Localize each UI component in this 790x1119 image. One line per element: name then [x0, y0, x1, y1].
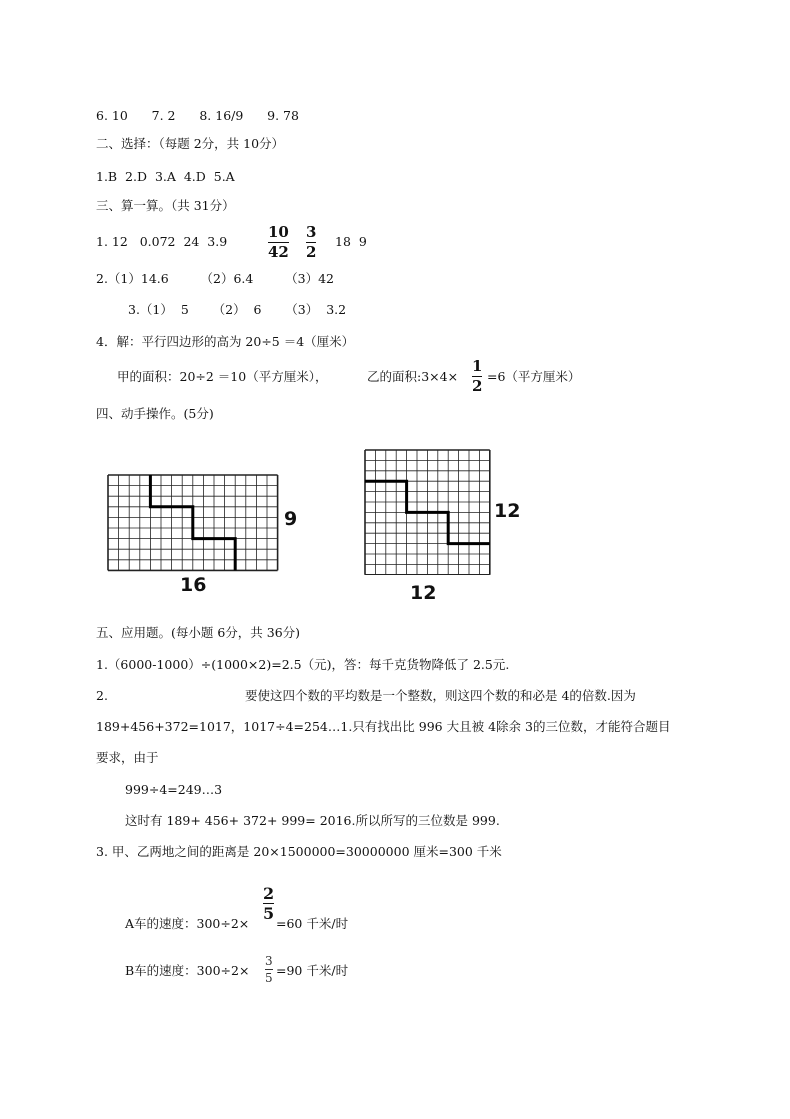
grid-left-height-label: 9: [284, 508, 298, 530]
app3-a-fraction: [263, 885, 274, 922]
app2-line-2: 189+456+372=1017，1017÷4=254…1.只有找出比 996 大且被 4除余 3的三位数，才能符合题目: [96, 719, 671, 734]
fraction-bar: [265, 969, 273, 970]
q3-answers: 3.（1） 5 （2） 6 （3） 3.2: [128, 302, 347, 317]
q1-prefix: 1. 12 0.072 24 3.9: [96, 234, 228, 249]
q1-fraction-1-denominator: 42: [268, 243, 289, 261]
q1-suffix: 18 9: [335, 234, 367, 249]
app3-a-numerator: 2: [263, 884, 275, 903]
q4-jia-area: 甲的面积：20÷2 ＝10（平方厘米），: [117, 369, 328, 384]
app3-line-1: 3. 甲、乙两地之间的距离是 20×1500000=30000000 厘米=300 千米: [96, 844, 502, 859]
q1-fraction-1-numerator: 10: [268, 223, 289, 241]
q4-half-fraction: [472, 358, 482, 395]
grid-left-width-label: 16: [180, 574, 207, 596]
q1-fraction-2: [306, 224, 316, 261]
app3-b-numerator: 3: [265, 954, 273, 968]
q4-half-denominator: 2: [472, 377, 483, 395]
q1-fraction-2-denominator: 2: [306, 243, 317, 261]
app2-line-4: 999÷4=249…3: [125, 782, 223, 797]
q2-answers: 2.（1）14.6 （2）6.4 （3）42: [96, 271, 334, 286]
app2-line-3: 要求，由于: [96, 750, 159, 765]
fill-answers: 6. 10 7. 2 8. 16/9 9. 78: [96, 108, 299, 123]
app3-b-fraction: [265, 954, 273, 985]
app3-b-denominator: 5: [265, 971, 273, 985]
q1-fraction-2-numerator: 3: [306, 223, 317, 241]
grid-figure-right: [364, 449, 494, 575]
app2-line-5: 这时有 189+ 456+ 372+ 999= 2016.所以所写的三位数是 999.: [125, 813, 500, 828]
app3-a-denominator: 5: [263, 904, 275, 923]
q4-yi-prefix: 乙的面积:3×4×: [367, 369, 459, 384]
grid-right-height-label: 12: [494, 500, 521, 522]
app3-b-prefix: B车的速度：300÷2×: [125, 963, 250, 978]
app3-b-suffix: =90 千米/时: [276, 963, 349, 978]
section5-title: 五、应用题。(每小题 6分，共 36分): [96, 625, 301, 640]
q4-yi-suffix: =6（平方厘米）: [487, 369, 581, 384]
grid-right-width-label: 12: [410, 582, 437, 604]
app3-a-prefix: A车的速度：300÷2×: [125, 916, 250, 931]
section2-answers: 1.B 2.D 3.A 4.D 5.A: [96, 169, 235, 184]
app2-line-1: 要使这四个数的平均数是一个整数，则这四个数的和必是 4的倍数.因为: [245, 688, 636, 703]
app3-a-suffix: =60 千米/时: [276, 916, 349, 931]
app2-number: 2.: [96, 688, 108, 703]
section4-title: 四、动手操作。(5分): [96, 406, 214, 421]
q4-half-numerator: 1: [472, 357, 483, 375]
q4-height: 4．解：平行四边形的高为 20÷5 ＝4（厘米）: [96, 334, 355, 349]
section2-title: 二、选择：（每题 2分，共 10分）: [96, 136, 285, 151]
q1-fraction-1: [268, 224, 289, 261]
section3-title: 三、算一算。（共 31分）: [96, 198, 235, 213]
grid-figure-left: [107, 474, 279, 572]
app1-answer: 1.（6000-1000）÷(1000×2)=2.5（元)，答：每千克货物降低了 2.5元.: [96, 657, 510, 672]
